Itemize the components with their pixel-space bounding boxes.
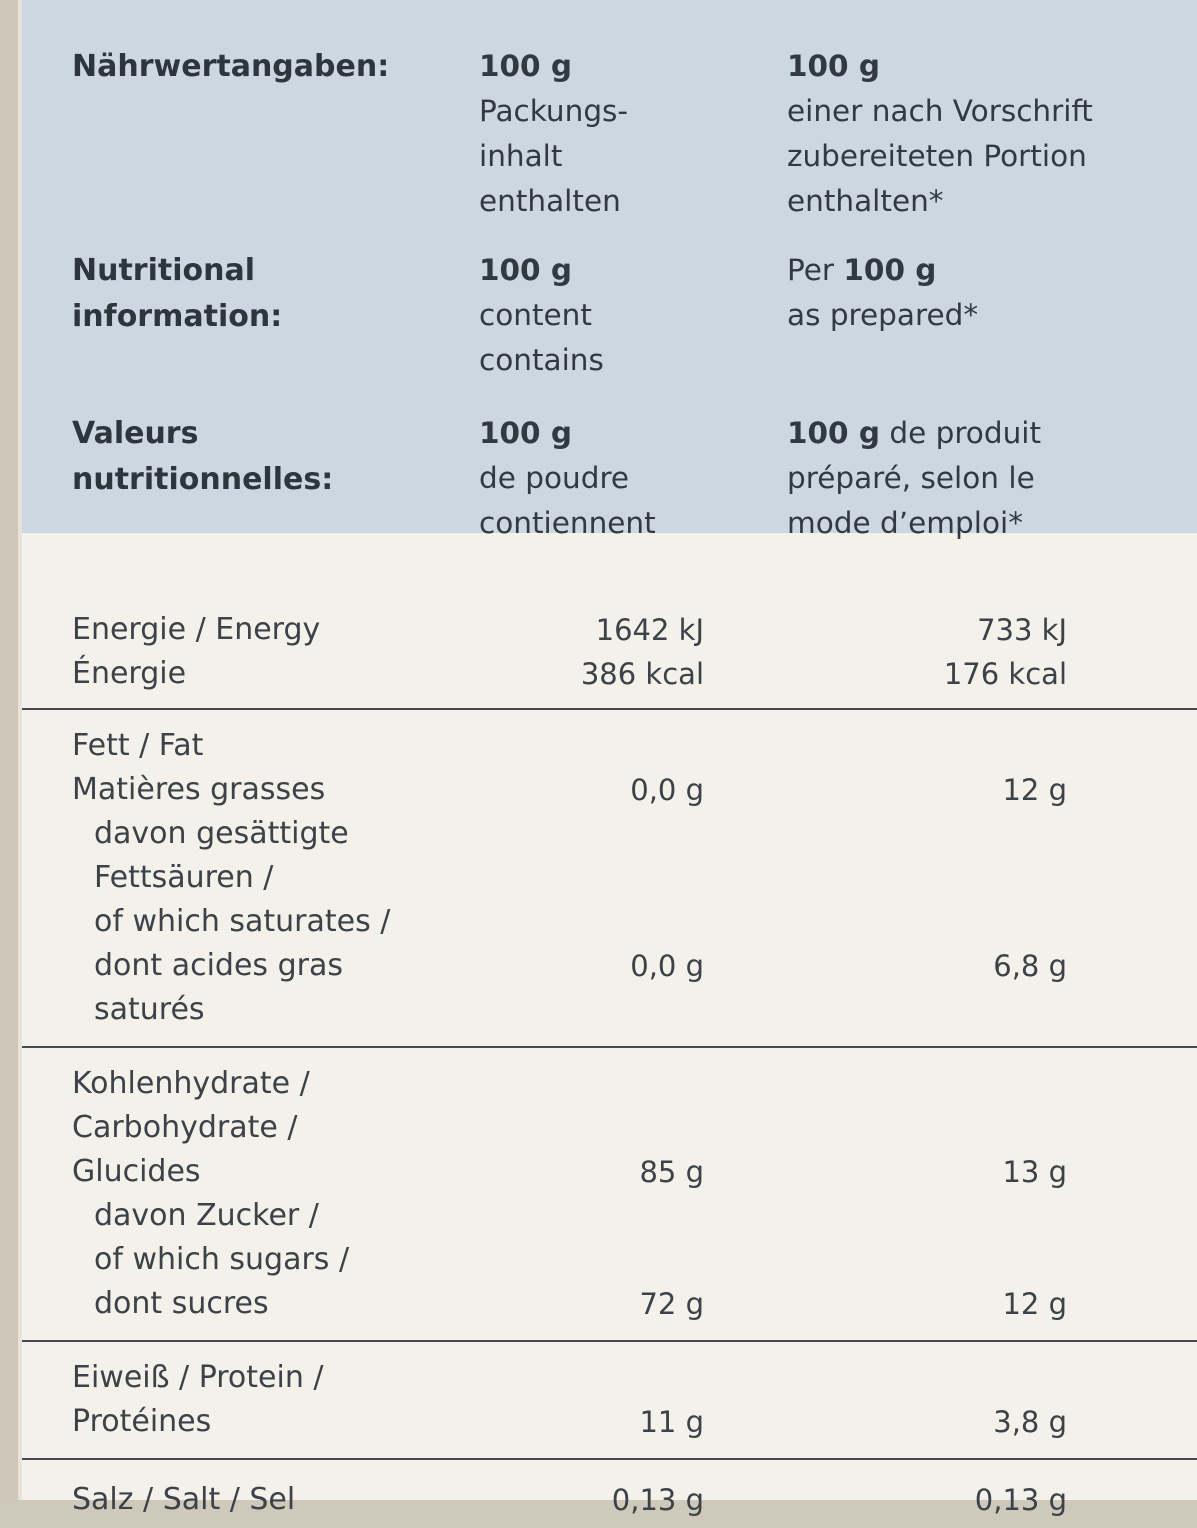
table-row: [22, 1341, 1197, 1459]
row-value-energy-col2: [457, 582, 742, 709]
row-label-saturates-line2: Fettsäuren /: [94, 860, 274, 895]
row-value-protein-col2-value: 11 g: [639, 1405, 704, 1439]
row-value-fat-col3-value: 12 g: [1002, 773, 1067, 807]
row-label-fat-line2: Matières grasses: [72, 772, 326, 807]
row-label-energy: [22, 582, 457, 709]
nutrition-table: [22, 0, 1197, 1528]
header-col2-de-line2: Packungs-: [479, 94, 629, 128]
header-col3-de-line2: einer nach Vorschrift: [787, 94, 1093, 128]
row-label-fat-line1: Fett / Fat: [72, 728, 204, 763]
header-label-fr: Valeurs nutritionnelles:: [72, 416, 334, 497]
header-col2-fr-line3: contiennent: [479, 506, 656, 540]
row-value-sugars-col3: 12 g: [1002, 1287, 1067, 1321]
row-value-protein-col3-value: 3,8 g: [993, 1405, 1067, 1439]
header-col3-fr-line2: préparé, selon le: [787, 461, 1035, 495]
row-value-energy-col3-kcal: 176 kcal: [943, 657, 1067, 691]
nutrition-table-wrapper: [22, 0, 1197, 1517]
row-label-energy-line1: Energie / Energy: [72, 612, 321, 647]
header-col3-en-line2: as prepared*: [787, 298, 979, 332]
row-value-saturates-col3: 6,8 g: [993, 949, 1067, 983]
row-value-sugars-col2: 72 g: [639, 1287, 704, 1321]
header-label-en: Nutritional information:: [72, 253, 283, 334]
row-label-saturates-line3: of which saturates /: [94, 904, 391, 939]
header-row-en: [22, 224, 1197, 383]
row-label-saturates-line5: saturés: [94, 992, 205, 1027]
row-label-saturates-line1: davon gesättigte: [94, 816, 349, 851]
header-col2-en-line1: 100 g: [479, 253, 572, 287]
table-row: [22, 582, 1197, 709]
header-col3-fr: 100 g de produit préparé, selon le mode d’emploi*: [742, 383, 1197, 582]
row-value-energy-col3: [742, 582, 1197, 709]
row-value-carbohydrate-col2-value: 85 g: [639, 1155, 704, 1189]
header-col2-en-line2: content: [479, 298, 592, 332]
header-col2-de-line4: enthalten: [479, 184, 621, 218]
header-col3-de-line4: enthalten*: [787, 184, 944, 218]
row-label-carbohydrate-line2: Carbohydrate /: [72, 1110, 298, 1145]
row-label-carbohydrate-line1: Kohlenhydrate /: [72, 1066, 310, 1101]
header-col3-de-line3: zubereiteten Portion: [787, 139, 1087, 173]
row-label-carbohydrate: [22, 1047, 457, 1341]
row-value-fat-col2: [457, 709, 742, 1047]
header-row-de: [22, 0, 1197, 224]
row-value-carbohydrate-col2: [457, 1047, 742, 1341]
header-col3-de: [742, 0, 1197, 224]
row-value-energy-col2-kcal: 386 kcal: [580, 657, 704, 691]
header-col2-fr: [457, 383, 742, 582]
header-col2-en: [457, 224, 742, 383]
row-value-salt-col3-value: 0,13 g: [974, 1483, 1067, 1517]
header-col2-de-line1: 100 g: [479, 49, 572, 83]
header-label-de: Nährwertangaben:: [72, 49, 390, 84]
table-row: [22, 1047, 1197, 1341]
row-label-energy-line2: Énergie: [72, 656, 187, 691]
header-col2-de-line3: inhalt: [479, 139, 563, 173]
row-label-sugars-line2: of which sugars /: [94, 1242, 350, 1277]
header-col3-fr-line3: mode d’emploi*: [787, 506, 1023, 540]
row-label-salt-line1: Salz / Salt / Sel: [72, 1482, 296, 1517]
row-label-salt: [22, 1459, 457, 1528]
row-label-fat: [22, 709, 457, 1047]
row-value-salt-col2-value: 0,13 g: [611, 1483, 704, 1517]
row-label-saturates-line4: dont acides gras: [94, 948, 343, 983]
header-col2-en-line3: contains: [479, 343, 604, 377]
row-label-sugars-line3: dont sucres: [94, 1286, 269, 1321]
row-value-saturates-col2: 0,0 g: [630, 949, 704, 983]
table-row: [22, 709, 1197, 1047]
row-value-fat-col3: [742, 709, 1197, 1047]
row-label-carbohydrate-line3: Glucides: [72, 1154, 201, 1189]
row-value-fat-col2: 0,0 g: [630, 773, 704, 807]
header-col2-fr-line2: de poudre: [479, 461, 630, 495]
row-value-protein-col3: [742, 1341, 1197, 1459]
row-value-carbohydrate-col3: [742, 1047, 1197, 1341]
header-col2-fr-line1: 100 g: [479, 416, 572, 450]
header-col3-de-line1: 100 g: [787, 49, 880, 83]
row-value-protein-col2: [457, 1341, 742, 1459]
table-row: [22, 1459, 1197, 1528]
row-value-energy-col3-kj: 733 kJ: [977, 613, 1067, 647]
row-label-protein-line2: Protéines: [72, 1404, 212, 1439]
row-value-salt-col3: [742, 1459, 1197, 1528]
row-label-protein-line1: Eiweiß / Protein /: [72, 1360, 324, 1395]
row-value-carbohydrate-col3-value: 13 g: [1002, 1155, 1067, 1189]
row-label-protein: [22, 1341, 457, 1459]
header-col3-en: Per 100 g as prepared*: [742, 224, 1197, 383]
header-col2-de: [457, 0, 742, 224]
row-value-salt-col2: [457, 1459, 742, 1528]
header-row-fr: [22, 383, 1197, 582]
row-label-sugars-line1: davon Zucker /: [94, 1198, 319, 1233]
row-value-energy-col2-kj: 1642 kJ: [595, 613, 704, 647]
